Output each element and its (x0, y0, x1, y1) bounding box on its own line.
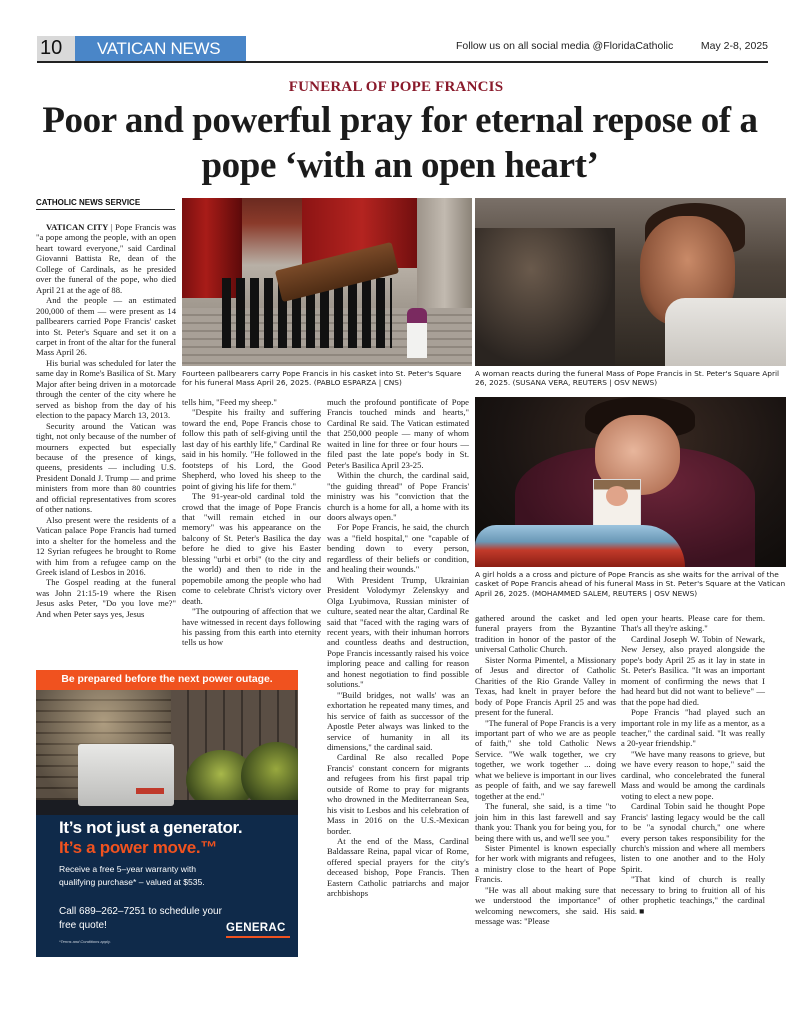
paragraph: For Pope Francis, he said, the church was a "field hospital," one "capable of bending down to every person, regardless of their beliefs or condition, and healing their wounds." (327, 522, 469, 575)
ad-terms: *Terms and Conditions apply. (59, 939, 111, 944)
paragraph: His burial was scheduled for later the same day in Rome's Basilica of St. Mary Major after being driven in a motorcade through the center of the city where he served as bishop from the day of his election to the papacy March 13, 2013. (36, 357, 176, 421)
paragraph: Sister Norma Pimentel, a Missionary of Jesus and director of Catholic Charities of the Rio Grande Valley in Texas, had knelt in prayer before the body of Pope Francis April 25 and was present for the funeral. (475, 654, 616, 718)
photo-caption-1: Fourteen pallbearers carry Pope Francis in his casket into St. Peter's Square for his funeral Mass April 26, 2025. (PABLO ESPARZA | CNS) (182, 369, 462, 388)
issue-date: May 2-8, 2025 (700, 40, 768, 52)
paragraph: open your hearts. Please care for them. That's all they're asking." (621, 613, 765, 634)
section-label: VATICAN NEWS (75, 36, 246, 61)
ad-banner: Be prepared before the next power outage. (36, 670, 298, 690)
article-column-3 (327, 397, 469, 899)
header-divider (37, 61, 768, 63)
dateline: VATICAN CITY (46, 222, 109, 232)
photo-woman-reacting (475, 198, 786, 366)
paragraph: VATICAN CITY | Pope Francis was "a pope among the people, with an open heart toward everyone," said Cardinal Giovanni Battista Re, dean of the College of Cardinals, as he presided over the funeral of the pope, who died April 21 at the age of 88. (36, 222, 177, 295)
paragraph: tells him, "Feed my sheep." (182, 397, 277, 407)
paragraph: gathered around the casket and led funeral prayers from the Byzantine tradition in honor of the pastor of the universal Catholic Church. (475, 613, 616, 655)
generator-icon (78, 744, 174, 806)
photo-pallbearers (182, 198, 472, 366)
logo-underline (226, 936, 290, 938)
paragraph: "The outpouring of affection that we have witnessed in recent days following his passing from this earth into eternity tells us how (182, 606, 321, 648)
article-headline: Poor and powerful pray for eternal repose of a pope ‘with an open heart’ (42, 100, 758, 186)
paragraph: With President Trump, Ukrainian President Volodymyr Zelenskyy and Olga Lyubimova, Russian minister of culture, seated near the altar, Cardinal Re said that "faced with the raging wars of recent years, with their inhuman horrors and countless deaths and destruction, Pope Francis incessantly raised his voice imploring peace and calling for reason and honest negotiation to find possible solutions." (327, 574, 469, 690)
photo-caption-3: A girl holds a a cross and picture of Pope Francis as she waits for the arrival of the casket of Pope Francis ahead of his funeral Mass in St. Peter's Square at the Vatican April 26, 2025. (MOHAMMED SALEM, REUTERS | OSV NEWS) (475, 570, 786, 598)
photo-caption-2: A woman reacts during the funeral Mass of Pope Francis in St. Peter's Square April 26, 2025. (SUSANA VERA, REUTERS | OSV NEWS) (475, 369, 780, 388)
paragraph: At the end of the Mass, Cardinal Baldassare Reina, papal vicar of Rome, offered special prayers for the city's deceased bishop, Pope Francis. Then Eastern Catholic patriarchs and major archbishops (327, 836, 469, 899)
byline: CATHOLIC NEWS SERVICE (36, 198, 175, 210)
article-kicker: FUNERAL OF POPE FRANCIS (288, 79, 504, 95)
paragraph: "Despite his frailty and suffering toward the end, Pope Francis chose to follow this path of self-giving until the last day of his earthly life," Cardinal Re said in his homily. "He followed in the footsteps of his Lord, the Good Shepherd, who loved his sheep to the point of giving his life for them." (182, 407, 321, 491)
paragraph: "The funeral of Pope Francis is a very important part of who we are as people of faith," she told Catholic News Service. "We walk together, we cry together, we work together ... doing what we believe is important in our lives as people of faith, and we say farewell together at the end." (475, 717, 616, 801)
photo-girl-with-picture (475, 397, 786, 567)
ad-call-to-action: Call 689–262–7251 to schedule your free quote! (59, 906, 222, 931)
article-column-5 (621, 613, 765, 916)
generator-photo (36, 690, 298, 815)
paragraph: Security around the Vatican was tight, not only because of the number of mourners expected but especially because of the presence of kings, queens, presidents — including U.S. President Donald J. Trump — and prime ministers from more than 80 countries and official representatives from scores of other nations. (36, 420, 176, 515)
paragraph: The funeral, she said, is a time "to join him in this last farewell and say thank you: Thank you for being you, for being there with us, and we'll see you." (475, 801, 616, 843)
paragraph: Pope Francis "had played such an important role in my life as a mentor, as a teacher," the cardinal said. "It was really a 20-year friendship." (621, 707, 765, 749)
paragraph: "'Build bridges, not walls' was an exhortation he repeated many times, and his service of faith as successor of the Apostle Peter always was linked to the service of humanity in all its dimensions," the cardinal said. (327, 689, 469, 752)
ad-headline-2: It’s a power move.™ (59, 838, 218, 857)
article-column-4 (475, 613, 616, 927)
paragraph: Sister Pimentel is known especially for her work with migrants and refugees, a ministry close to the heart of Pope Francis. (475, 842, 616, 885)
generac-logo: GENERAC (226, 922, 286, 934)
paragraph: "He was all about making sure that we understood the importance" of welcoming newcomers, she said. His message was: "Please (475, 884, 616, 927)
paragraph: Within the church, the cardinal said, "the guiding thread" of Pope Francis' ministry was his "conviction that the church is a home for all, a home with its doors always open." (327, 470, 469, 522)
paragraph: much the profound pontificate of Pope Francis touched minds and hearts," Cardinal Re said. The Vatican estimated that 250,000 people — many of whom waited in line for three or four hours — filed past the late pope's body in St. Peter's Basilica April 23-25. (327, 397, 469, 470)
paragraph: "We have many reasons to grieve, but we have every reason to hope," said the cardinal, who concelebrated the funeral Mass and would be among the cardinals voting to elect a new pope. (621, 748, 765, 801)
paragraph: The 91-year-old cardinal told the crowd that the image of Pope Francis that "will remain etched in our memory" was his appearance on the balcony of St. Peter's Basilica the day before he died to give his Easter blessing "urbi et orbi" (to the city and the world) and then to ride in the popemobile among the people who had come to celebrate Christ's victory over death. (182, 491, 321, 606)
paragraph: The Gospel reading at the funeral was John 21:15-19 where the Risen Jesus asks Peter, "Do you love me?" And when Peter says yes, Jesus (36, 577, 176, 619)
ad-offer: Receive a free 5–year warranty with qualifying purchase* – valued at $535. (59, 864, 205, 887)
article-column-2 (182, 397, 321, 648)
paragraph: Cardinal Joseph W. Tobin of Newark, New Jersey, also prayed alongside the pope's body April 25 as it lay in state in St. Peter's Basilica. "It was an important moment of confirming the news that I had heard but did not want to believe" — that the pope had died. (621, 633, 765, 707)
paragraph: Cardinal Tobin said he thought Pope Francis' lasting legacy would be the call to be "a synodal church," one where every person takes responsibility for the church's mission and where all members listen to one another and to the Holy Spirit. (621, 801, 765, 874)
ad-headline-1: It’s not just a generator. (59, 818, 243, 837)
paragraph: Also present were the residents of a Vatican palace Pope Francis had turned into a shelter for the homeless and the 12 Syrian refugees he brought to Rome with him from a refugee camp on the Greek island of Lesbos in 2016. (36, 514, 176, 577)
paragraph: Cardinal Re also recalled Pope Francis' constant concern for migrants and refugees from his first papal trip outside of Rome to pray for migrants who drowned in the Mediterranean Sea, his visit to Lesbos and his celebration of Mass in 2016 on the U.S.-Mexican border. (327, 752, 469, 836)
generac-advertisement[interactable] (36, 670, 298, 957)
paragraph: "That kind of church is really necessary to bring to fruition all of his other prophetic teachings," the cardinal said. ■ (621, 874, 765, 916)
article-column-1 (36, 222, 176, 619)
paragraph: And the people — an estimated 200,000 of them — were present as 14 pallbearers carried Pope Francis' casket into St. Peter's Square and set it on a carpet in front of the altar for the funeral Mass April 26. (36, 295, 176, 358)
social-handle: Follow us on all social media @FloridaCatholic (456, 40, 674, 52)
page-number: 10 (37, 36, 75, 61)
